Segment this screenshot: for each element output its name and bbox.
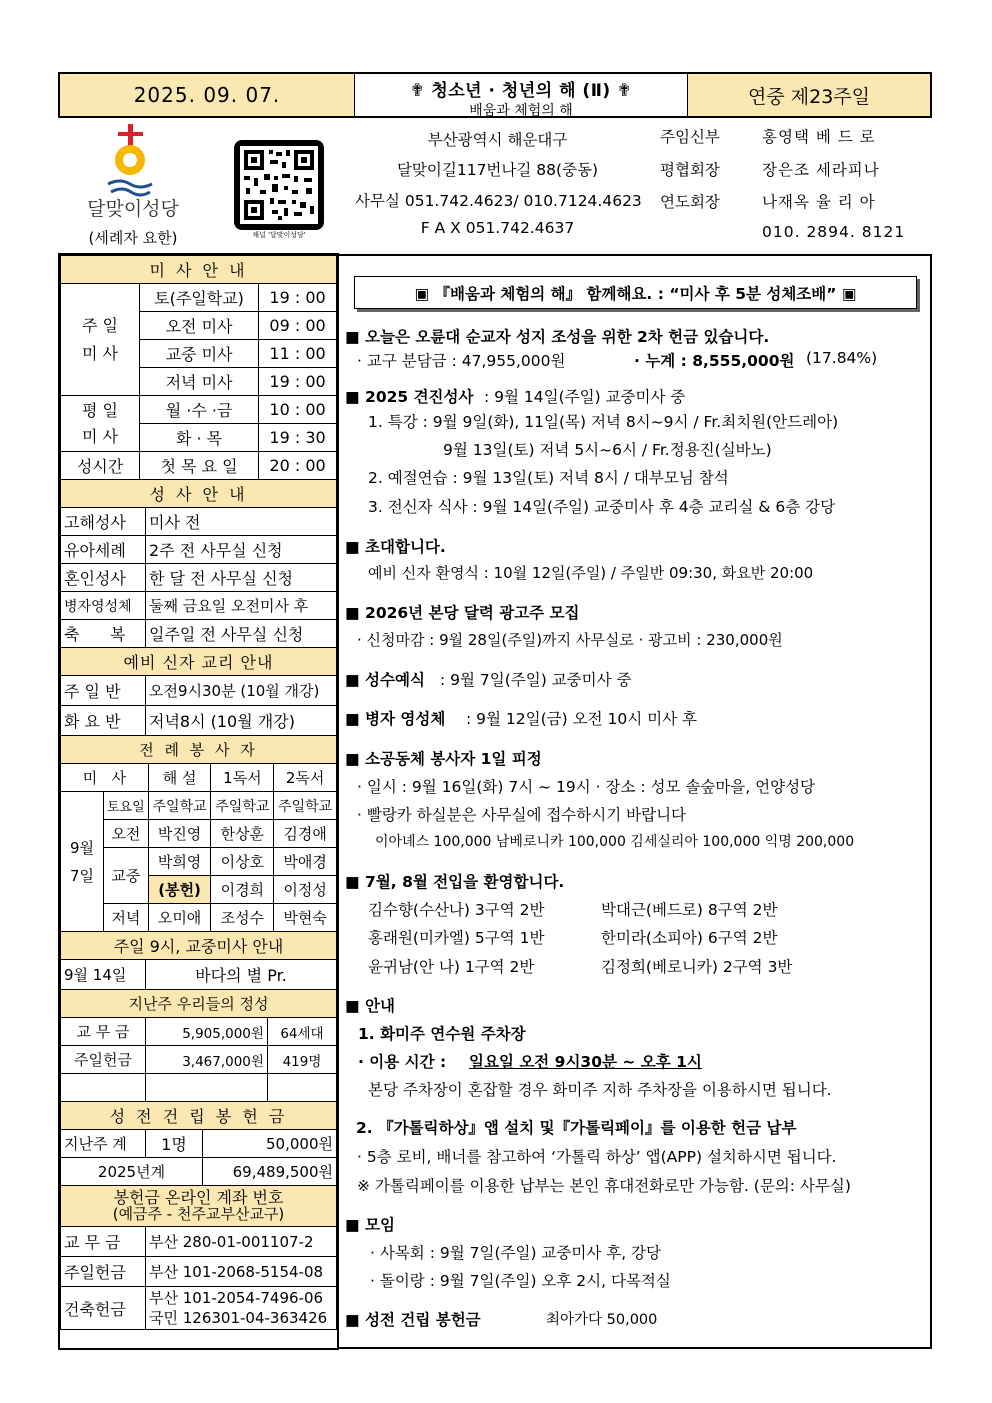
empty-cell [61,1074,146,1102]
sunday9-value: 바다의 별 Pr. [146,960,337,990]
notice-line: · 일시 : 9월 16일(화) 7시 ~ 19시 · 장소 : 성모 솔숲마을, 언양성당 [357,778,816,796]
theme [355,74,688,119]
minister-cell: (봉헌) [148,876,211,904]
mass-time: 19 : 00 [259,284,337,312]
mass-time: 11 : 00 [259,340,337,368]
notice-line: · 5층 로비, 배너를 참고하여 ‘가톨릭 하상’ 앱(APP) 설치하시면 됩니다. [357,1148,837,1166]
notice-line: · 신청마감 : 9월 28일(주일)까지 사무실로 · 광고비 : 230,000원 [357,631,783,649]
minister-mass: 오전 [104,820,149,848]
mass-time: 10 : 00 [259,396,337,424]
sacrament-name: 고해성사 [61,508,146,536]
account-number: 부산 280-01-001107-2 [146,1227,337,1257]
notice-line: : 9월 7일(주일) 교중미사 중 [440,671,632,689]
building-count: 1명 [146,1130,203,1158]
building-label: 지난주 계 [61,1130,146,1158]
sacraments-table [60,479,337,648]
mass-name: 교중 미사 [140,340,259,368]
accounts-title [61,1186,337,1227]
notice-line: · 사목회 : 9월 7일(주일) 교중미사 후, 강당 [370,1244,662,1262]
notice-line: 예비 신자 환영식 : 10월 12일(주일) / 주일반 09:30, 화요반 20:00 [368,564,814,582]
building-amount: 50,000원 [203,1130,337,1158]
account-number: 부산 101-2054-7496-06 [149,1289,324,1307]
newcomer: 홍래원(미카엘) 5구역 1반 [368,929,545,947]
notice-title: ■ 7월, 8월 전입을 환영합니다. [345,873,565,891]
catechumen-table [60,647,337,736]
liturgical-week: 연중 제23주일 [688,74,930,116]
col-header: 1독서 [211,764,274,792]
minister-cell: 주일학교 [274,792,337,820]
notice-line: 이아녜스 100,000 남베로니카 100,000 김세실리아 100,000 익명 200,000 [375,834,855,850]
accounts-subtitle: (예금주 - 천주교부산교구) [112,1205,285,1223]
minister-cell: 주일학교 [148,792,211,820]
notice-title: ■ 2026년 본당 달력 광고주 모집 [345,604,580,622]
minister-cell: 박현숙 [274,904,337,932]
notice-line: (17.84%) [806,349,878,367]
accounts-table [60,1185,337,1330]
minister-cell: 한상훈 [211,820,274,848]
sacraments-title: 성 사 안 내 [61,480,337,508]
sacrament-name: 유아세례 [61,536,146,564]
notice-line: 최아가다 50,000 [546,1312,658,1328]
empty-cell [146,1074,268,1102]
phone: 010. 2894. 8121 [762,223,906,241]
newcomer: 한미라(소피아) 6구역 2반 [601,929,778,947]
theme-subtitle: 배움과 체험의 해 [469,103,573,119]
date: 2025. 09. 07. [60,74,355,116]
notice-line: · 돌이랑 : 9월 7일(주일) 오후 2시, 다목적실 [370,1272,671,1290]
notice-line: · 교구 분담금 : 47,955,000원 [357,352,566,370]
role-title: 평협회장 [660,161,720,179]
notice-line: : 9월 14일(주일) 교중미사 중 [484,388,686,406]
minister-cell: 이상호 [211,848,274,876]
account-label: 주일헌금 [61,1257,146,1287]
offering-table [60,989,337,1102]
sacrament-name: 병자영성체 [61,592,146,620]
role-title: 연도회장 [660,193,720,211]
ministers-title: 전 례 봉 사 자 [61,736,337,764]
mass-time: 19 : 00 [259,368,337,396]
col-header: 2독서 [274,764,337,792]
role-name: 홍영택 베 드 로 [762,128,876,146]
theme-title: ✟ 청소년 · 청년의 해 (Ⅱ) ✟ [410,81,632,101]
sunday9-date: 9월 14일 [61,960,146,990]
offering-count: 64세대 [267,1018,336,1046]
minister-mass: 교중 [104,848,149,904]
role-name: 나재옥 율 리 아 [762,193,876,211]
notice-title: ■ 오늘은 오륜대 순교자 성지 조성을 위한 2차 헌금 있습니다. [345,328,770,346]
holy-hour-time: 20 : 00 [259,452,337,480]
notice-line: 일요일 오전 9시30분 ~ 오후 1시 [469,1053,702,1071]
fax: F A X 051.742.4637 [420,219,575,237]
minister-mass: 저녁 [104,904,149,932]
class-info: 저녁8시 (10월 개강) [146,706,337,736]
minister-cell: 이정성 [274,876,337,904]
mass-title: 미 사 안 내 [61,256,337,284]
minister-cell: 조성수 [211,904,274,932]
sacrament-name: 혼인성사 [61,564,146,592]
notice-line: · 빨랑카 하실분은 사무실에 접수하시기 바랍니다 [357,806,687,824]
notice-title: ■ 모임 [345,1216,395,1234]
mass-name: 토(주일학교) [140,284,259,312]
col-header: 미 사 [61,764,149,792]
notice-line: · 이용 시간 : [358,1053,447,1071]
minister-date: 9월 7일 [61,792,104,932]
address-line2: 달맞이길117번나길 88(중동) [396,161,599,179]
qr-code-icon [234,140,324,230]
left-column [60,255,337,1330]
notice-line: ※ 가톨릭페이를 이용한 납부는 본인 휴대전화로만 가능함. (문의: 사무실) [357,1177,851,1195]
account-label: 교 무 금 [61,1227,146,1257]
newcomer: 김정희(베로니카) 2구역 3반 [601,958,793,976]
notice-title: ■ 성전 건립 봉헌금 [345,1311,481,1329]
sacrament-name: 축 복 [61,620,146,648]
class-info: 오전9시30분 (10월 개강) [146,676,337,706]
offering-title: 지난주 우리들의 정성 [61,990,337,1018]
role-name: 장은조 세라피나 [762,161,880,179]
notice-line: 1. 화미주 연수원 주차장 [358,1025,526,1043]
minister-cell: 박애경 [274,848,337,876]
empty-cell [267,1074,336,1102]
notice-title: ■ 성수예식 [345,671,425,689]
account-number: 부산 101-2068-5154-08 [146,1257,337,1287]
patron: (세례자 요한) [88,229,178,247]
mass-time: 19 : 30 [259,424,337,452]
notice-line: 본당 주차장이 혼잡할 경우 화미주 지하 주차장을 이용하시면 됩니다. [368,1081,832,1099]
sunday-label: 주 일 미 사 [61,284,140,396]
minister-cell: 주일학교 [211,792,274,820]
sacrament-info: 둘째 금요일 오전미사 후 [146,592,337,620]
address-line1: 부산광역시 해운대구 [427,131,568,149]
notice-title: ■ 안내 [345,997,395,1015]
mass-time: 09 : 00 [259,312,337,340]
minister-mass: 토요일 [104,792,149,820]
notice-title: ■ 2025 견진성사 [345,388,474,406]
newcomer: 박대근(베드로) 8구역 2반 [601,901,778,919]
class-name: 주 일 반 [61,676,146,706]
minister-cell: 오미애 [148,904,211,932]
notice-line: 2. 예절연습 : 9월 13일(토) 저녁 8시 / 대부모님 참석 [368,469,729,487]
sacrament-info: 2주 전 사무실 신청 [146,536,337,564]
qr-code[interactable] [234,140,324,239]
building-accounts [146,1287,337,1330]
mass-name: 오전 미사 [140,312,259,340]
offering-amount: 3,467,000원 [146,1046,268,1074]
notice-line: 2. 『가톨릭하상』앱 설치 및『가톨릭페이』를 이용한 헌금 납부 [356,1119,797,1137]
mass-table [60,255,337,480]
notice-title: ■ 병자 영성체 [345,710,446,728]
sunday9-title: 주일 9시, 교중미사 안내 [61,932,337,960]
holy-hour-name: 첫 목 요 일 [140,452,259,480]
offering-label: 교 무 금 [61,1018,146,1046]
col-header: 해 설 [148,764,211,792]
building-table [60,1101,337,1186]
notice-line: · 누계 : 8,555,000원 [634,352,795,370]
sacrament-info: 한 달 전 사무실 신청 [146,564,337,592]
offering-count: 419명 [267,1046,336,1074]
account-number: 국민 126301-04-363426 [149,1309,328,1327]
notice-title: ■ 초대합니다. [345,538,446,556]
sacrament-info: 일주일 전 사무실 신청 [146,620,337,648]
minister-cell: 박희영 [148,848,211,876]
newcomer: 윤귀남(안 나) 1구역 2반 [368,958,535,976]
offering-label: 주일헌금 [61,1046,146,1074]
ministers-table [60,735,337,932]
catechumen-title: 예비 신자 교리 안내 [61,648,337,676]
mass-name: 월 ·수 ·금 [140,396,259,424]
notice-title: ■ 소공동체 봉사자 1일 피정 [345,750,542,768]
class-name: 화 요 반 [61,706,146,736]
office-phone: 사무실 051.742.4623/ 010.7124.4623 [355,192,642,210]
notice-line: : 9월 12일(금) 오전 10시 미사 후 [466,710,697,728]
notice-line: 3. 전신자 식사 : 9월 14일(주일) 교중미사 후 4층 교리실 & 6층 강당 [368,498,836,516]
notice-line: 1. 특강 : 9월 9일(화), 11일(목) 저녁 8시~9시 / Fr.최치원(안드레아) [368,413,839,431]
mass-name: 화 · 목 [140,424,259,452]
header-bar [58,72,932,118]
role-title: 주임신부 [660,128,720,146]
minister-cell: 김경애 [274,820,337,848]
parish-logo [78,122,188,247]
qr-caption: 채널 '달맞이성당' [252,231,306,239]
accounts-title-text: 봉헌금 온라인 계좌 번호 [113,1188,284,1207]
minister-cell: 박진영 [148,820,211,848]
offering-amount: 5,905,000원 [146,1018,268,1046]
newcomer: 김수향(수산나) 3구역 2반 [368,901,545,919]
minister-cell: 이경희 [211,876,274,904]
building-title: 성 전 건 립 봉 헌 금 [61,1102,337,1130]
weekday-label: 평 일 미 사 [61,396,140,452]
account-label: 건축헌금 [61,1287,146,1330]
sacrament-info: 미사 전 [146,508,337,536]
notice-line: 9월 13일(토) 저녁 5시~6시 / Fr.정용진(실바노) [443,441,772,459]
banner: ▣ 『배움과 체험의 해』 함께해요. : “미사 후 5분 성체조배” ▣ [354,276,917,309]
holy-hour-label: 성시간 [61,452,140,480]
mass-name: 저녁 미사 [140,368,259,396]
building-year-amount: 69,489,500원 [203,1158,337,1186]
building-year-label: 2025년계 [61,1158,203,1186]
logo-name: 달맞이성당 [87,198,179,220]
sunday9-table [60,931,337,990]
